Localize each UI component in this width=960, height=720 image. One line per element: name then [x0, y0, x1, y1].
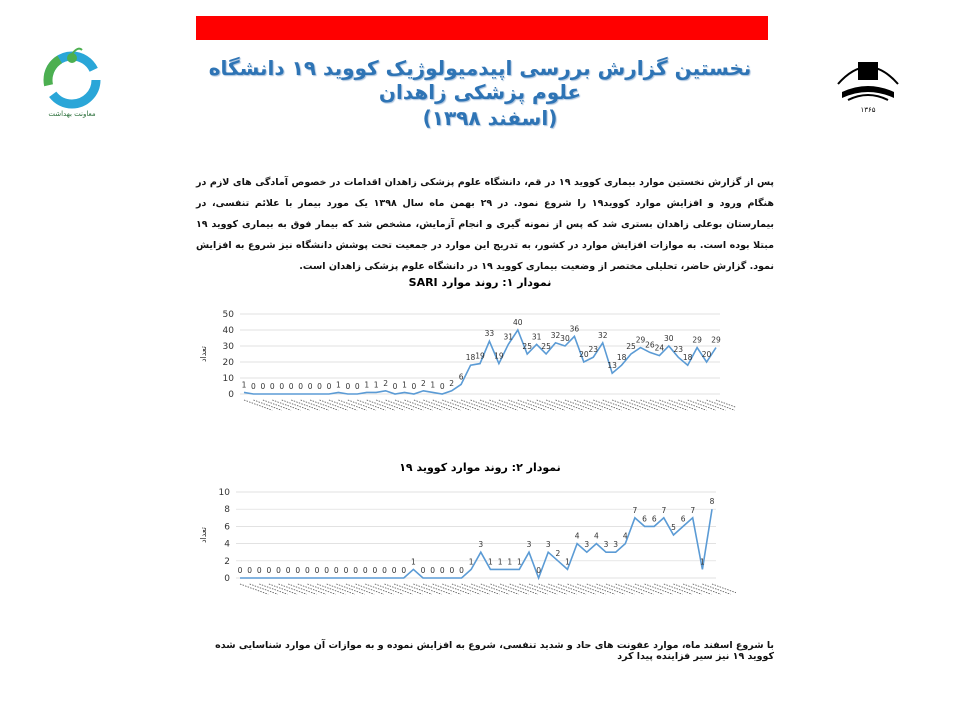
data-label: 2 [449, 378, 455, 388]
data-label: 0 [353, 566, 358, 575]
data-label: 0 [324, 566, 330, 575]
data-label: 6 [651, 514, 657, 524]
data-label: 1 [364, 380, 370, 390]
data-label: 0 [449, 566, 455, 575]
data-label: 7 [690, 505, 696, 515]
data-label: 1 [699, 557, 705, 567]
data-label: 29 [635, 335, 646, 345]
x-tick-label [240, 584, 268, 594]
data-label: 0 [276, 566, 281, 575]
footer-paragraph: با شروع اسفند ماه، موارد عفونت های حاد و شدید تنفسی، شروع به افزایش نموده و به موازات آن موارد شناسایی شده کووید ۱۹ نیز سیر فزاینده پیدا کرد [215, 640, 774, 662]
chart1-title: نمودار ۱: روند موارد SARI [408, 276, 552, 289]
data-label: 3 [478, 540, 484, 550]
data-label: 5 [671, 523, 676, 532]
y-tick-label: 20 [222, 358, 234, 368]
y-tick-label: 8 [224, 505, 230, 516]
data-label: 3 [613, 540, 619, 550]
data-label: 0 [362, 566, 368, 575]
data-label: 32 [550, 330, 561, 340]
data-label: 4 [574, 531, 580, 541]
data-label: 29 [711, 335, 721, 345]
university-emblem-logo [828, 40, 908, 118]
y-axis-label: تعداد [199, 345, 208, 363]
data-label: 1 [507, 557, 513, 567]
report-title: نخستین گزارش بررسی اپیدمیولوژیک کووید ۱۹ دانشگاه علوم پزشکی زاهدان [208, 56, 752, 104]
y-tick-label: 0 [228, 390, 234, 400]
data-label: 0 [439, 566, 445, 575]
data-label: 6 [458, 372, 464, 382]
y-tick-label: 10 [222, 374, 234, 384]
data-label: 4 [594, 531, 599, 541]
data-label: 0 [251, 382, 256, 391]
data-label: 0 [307, 382, 313, 391]
data-label: 1 [373, 380, 379, 390]
x-tick-label [244, 400, 272, 410]
data-label: 7 [661, 505, 667, 515]
data-label: 31 [503, 332, 514, 342]
data-label: 1 [516, 557, 522, 567]
data-label: 30 [664, 334, 674, 343]
sari-trend-chart [196, 302, 736, 458]
data-label: 32 [597, 330, 608, 340]
y-tick-label: 30 [222, 342, 234, 352]
covid-trend-chart [196, 484, 736, 630]
data-label: 4 [622, 531, 628, 541]
data-label: 0 [256, 566, 262, 575]
data-label: 0 [420, 566, 426, 575]
data-label: 1 [468, 557, 474, 567]
data-label: 0 [326, 382, 332, 391]
data-label: 20 [701, 350, 712, 359]
data-label: 0 [430, 566, 436, 575]
data-label: 25 [522, 342, 532, 351]
data-label: 26 [645, 340, 655, 350]
data-label: 3 [603, 540, 609, 550]
data-label: 1 [497, 557, 503, 567]
data-label: 0 [314, 566, 320, 575]
report-subtitle: (اسفند ۱۳۹۸) [422, 106, 558, 130]
data-label: 1 [402, 380, 407, 390]
data-label: 0 [459, 566, 464, 575]
data-label: 25 [626, 342, 636, 351]
data-label: 18 [616, 353, 627, 363]
data-label: 25 [541, 342, 551, 351]
data-label: 6 [680, 514, 686, 524]
data-label: 3 [526, 540, 532, 550]
data-label: 19 [475, 351, 485, 361]
y-tick-label: 0 [224, 574, 230, 584]
data-label: 23 [673, 345, 684, 355]
data-label: 0 [343, 566, 349, 575]
svg-text:۱۳۶۵: ۱۳۶۵ [860, 106, 876, 114]
data-label: 0 [372, 566, 378, 575]
data-label: 0 [345, 382, 351, 391]
data-label: 1 [430, 380, 436, 390]
data-label: 0 [288, 382, 294, 391]
data-label: 0 [266, 566, 272, 575]
y-tick-label: 2 [224, 556, 230, 567]
data-label: 1 [336, 380, 341, 390]
y-tick-label: 10 [218, 488, 230, 498]
data-label: 2 [420, 378, 426, 388]
data-label: 13 [607, 361, 617, 371]
data-label: 0 [305, 566, 310, 575]
x-tick-label [716, 400, 736, 410]
data-label: 3 [545, 540, 551, 550]
data-label: 7 [632, 505, 638, 515]
data-label: 0 [237, 566, 243, 575]
data-label: 30 [560, 334, 570, 343]
data-label: 0 [354, 382, 360, 391]
data-label: 40 [512, 318, 523, 327]
data-label: 2 [383, 378, 388, 388]
data-label: 0 [439, 382, 445, 391]
data-label: 0 [298, 382, 304, 391]
data-label: 8 [709, 497, 715, 507]
data-label: 0 [411, 382, 417, 391]
data-label: 18 [682, 353, 693, 363]
data-label: 0 [247, 566, 253, 575]
data-label: 0 [260, 382, 266, 391]
data-label: 36 [569, 324, 580, 334]
data-label: 31 [531, 332, 542, 342]
y-tick-label: 6 [224, 522, 230, 533]
data-label: 0 [333, 566, 339, 575]
data-label: 0 [285, 566, 291, 575]
header-red-bar [196, 16, 768, 40]
y-tick-label: 4 [224, 539, 230, 550]
data-label: 33 [484, 329, 495, 339]
data-label: 1 [565, 557, 570, 567]
data-label: 19 [494, 351, 504, 361]
data-label: 29 [692, 335, 702, 345]
health-deputy-caption: معاونت بهداشت [48, 110, 96, 118]
intro-paragraph: پس از گزارش نخستین موارد بیماری کووید ۱۹ در قم، دانشگاه علوم پزشکی زاهدان اقدامات در خصوص آمادگی های لازم در هنگام ورود و افزایش موارد کووید۱۹ را شروع نمود. در ۲۹ بهمن ماه سال ۱۳۹۸ یک مورد بیمار با علائم تنفسی، در بیمارستان بوعلی زاهدان بستری شد که پس از نمونه گیری و انجام آزمایش، مشخص شد که بیمار فوق به بیماری کووید ۱۹ مبتلا بوده است. به موازات افزایش موارد در کشور، به تدریج این موارد در جمعیت تحت پوشش دانشگاه نیز شروع به افزایش نمود. گزارش حاضر، تحلیلی مختصر از وضعیت بیماری کووید ۱۹ در دانشگاه علوم پزشکی زاهدان است. [196, 177, 774, 272]
data-label: 0 [279, 382, 285, 391]
data-label: 20 [579, 350, 589, 359]
data-label: 1 [241, 380, 247, 390]
data-label: 0 [382, 566, 387, 575]
data-label: 1 [410, 557, 416, 567]
data-label: 18 [465, 353, 476, 363]
data-label: 24 [654, 343, 665, 353]
data-label: 3 [584, 540, 590, 550]
data-label: 2 [555, 548, 561, 558]
data-label: 0 [269, 382, 275, 391]
y-tick-label: 50 [222, 310, 234, 320]
data-label: 0 [317, 382, 322, 391]
data-label: 23 [588, 345, 599, 355]
data-label: 0 [392, 382, 398, 391]
data-label: 1 [488, 557, 493, 567]
chart2-title: نمودار ۲: روند موارد کووید ۱۹ [399, 461, 561, 474]
data-label: 0 [391, 566, 397, 575]
y-tick-label: 40 [222, 326, 234, 336]
y-axis-label: تعداد [199, 526, 208, 544]
data-label: 0 [536, 566, 542, 575]
data-label: 0 [295, 566, 301, 575]
data-label: 0 [401, 566, 407, 575]
data-label: 6 [642, 514, 647, 524]
